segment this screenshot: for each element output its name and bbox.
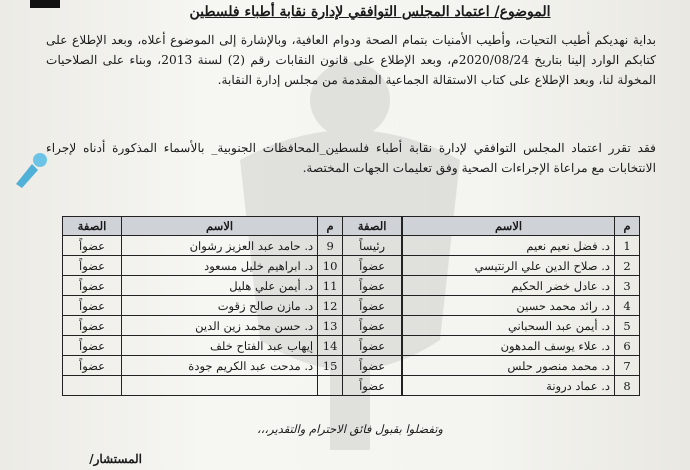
member-num: 9 — [318, 236, 343, 256]
member-role: عضواً — [343, 276, 403, 296]
member-name: د. مازن صالح زقوت — [122, 296, 318, 316]
table-row — [63, 296, 640, 316]
table-row — [63, 376, 640, 396]
member-name: د. عادل خضر الحكيم — [402, 276, 614, 296]
table-row — [63, 316, 640, 336]
member-role: عضواً — [343, 356, 403, 376]
member-name: د. علاء يوسف المدهون — [402, 336, 614, 356]
member-num: 8 — [615, 376, 640, 396]
closing-line: وتفضلوا بقبول فائق الاحترام والتقدير،،، — [257, 422, 443, 436]
table-row — [63, 336, 640, 356]
member-name: د. أيمن علي هليل — [122, 276, 318, 296]
header-role-2: الصفة — [63, 217, 122, 236]
member-num: 10 — [318, 256, 343, 276]
member-num: 12 — [318, 296, 343, 316]
member-role: عضواً — [63, 356, 122, 376]
member-role: عضواً — [63, 336, 122, 356]
table-header-row — [63, 217, 640, 236]
member-num: 3 — [615, 276, 640, 296]
subject-line: الموضوع/ اعتماد المجلس التوافقي لإدارة نقابة أطباء فلسطين — [189, 4, 551, 20]
member-name: د. فضل نعيم نعيم — [402, 236, 614, 256]
table-row — [63, 236, 640, 256]
member-num: 2 — [615, 256, 640, 276]
member-role: عضواً — [343, 256, 403, 276]
member-role: عضواً — [343, 316, 403, 336]
header-name-2: الاسم — [122, 217, 318, 236]
member-num: 6 — [615, 336, 640, 356]
council-members-table — [62, 216, 640, 396]
member-num: 11 — [318, 276, 343, 296]
member-name: د. حامد عبد العزيز رشوان — [122, 236, 318, 256]
member-role: عضواً — [343, 376, 403, 396]
header-name: الاسم — [402, 217, 614, 236]
decision-paragraph: فقد تقرر اعتماد المجلس التوافقي لإدارة نقابة أطباء فلسطين_المحافظات الجنوبية_ بالأسماء المذكورة أدناه لإجراء الانتخابات مع مراعاة الإجراءات الصحية وفق تعليمات الجهات المختصة. — [46, 141, 656, 175]
top-edge-mark — [30, 0, 60, 8]
header-role: الصفة — [343, 217, 403, 236]
member-role: عضواً — [63, 296, 122, 316]
table-row — [63, 276, 640, 296]
header-num: م — [615, 217, 640, 236]
member-role: عضواً — [343, 336, 403, 356]
highlighter-mark — [10, 150, 50, 190]
member-name: د. عماد درونة — [402, 376, 614, 396]
member-num: 5 — [615, 316, 640, 336]
member-name: د. رائد محمد حسين — [402, 296, 614, 316]
member-role: عضواً — [63, 316, 122, 336]
member-num — [318, 376, 343, 396]
member-name: د. مدحت عبد الكريم جودة — [122, 356, 318, 376]
member-name — [122, 376, 318, 396]
member-name: د. ابراهيم خليل مسعود — [122, 256, 318, 276]
member-num: 15 — [318, 356, 343, 376]
member-num: 1 — [615, 236, 640, 256]
table-row — [63, 356, 640, 376]
member-role: رئيساً — [343, 236, 403, 256]
member-name: د. حسن محمد زين الدين — [122, 316, 318, 336]
member-num: 4 — [615, 296, 640, 316]
member-role: عضواً — [63, 236, 122, 256]
header-num-2: م — [318, 217, 343, 236]
member-name: د. صلاح الدين علي الرنتيسي — [402, 256, 614, 276]
member-role: عضواً — [63, 276, 122, 296]
intro-paragraph: بداية نهديكم أطيب التحيات، وأطيب الأمنيات بتمام الصحة ودوام العافية، وبالإشارة إلى الموضوع أعلاه، وبعد الإطلاع على كتابكم الوارد إلينا بتاريخ 2020/08/24م، وبعد الإطلاع على قانون النقابات رقم (2) لسنة 2013، وبناء على الصلاحيات المخولة لنا، وبعد الإطلاع على كتاب الاستقالة الجماعية المقدمة من مجلس إدارة النقابة. — [46, 33, 656, 87]
table-row — [63, 256, 640, 276]
member-role: عضواً — [343, 296, 403, 316]
signatory-title: المستشار/ — [89, 452, 142, 466]
member-name: د. محمد منصور حلس — [402, 356, 614, 376]
member-num: 7 — [615, 356, 640, 376]
member-name: د. أيمن عبد السحباني — [402, 316, 614, 336]
member-role — [63, 376, 122, 396]
member-name: إيهاب عبد الفتاح خلف — [122, 336, 318, 356]
member-role: عضواً — [63, 256, 122, 276]
member-num: 14 — [318, 336, 343, 356]
member-num: 13 — [318, 316, 343, 336]
